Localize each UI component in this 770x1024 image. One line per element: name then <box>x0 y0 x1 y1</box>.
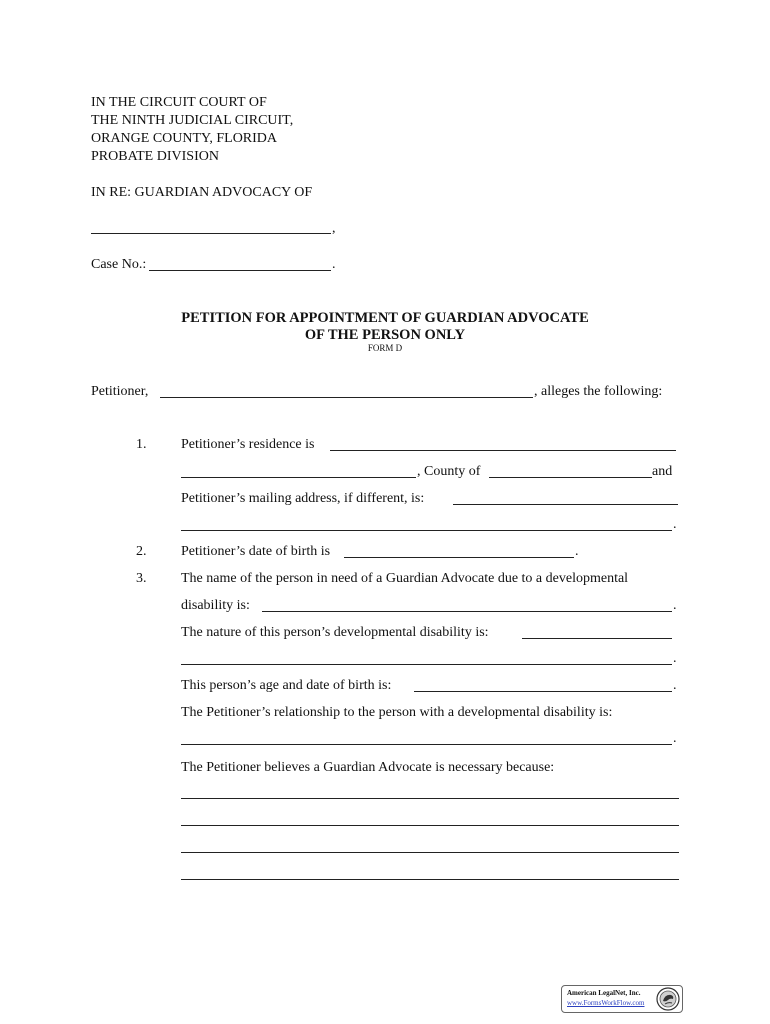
age-dob-blank[interactable] <box>414 691 672 692</box>
age-dob-period: . <box>673 678 677 693</box>
person-name-blank[interactable] <box>262 611 672 612</box>
and-label: and <box>652 464 673 479</box>
residence-label: Petitioner’s residence is <box>181 437 315 452</box>
form-label: FORM D <box>367 343 403 353</box>
dob-label: Petitioner’s date of birth is <box>181 544 331 559</box>
residence-blank[interactable] <box>330 450 676 451</box>
relationship-blank[interactable] <box>181 744 672 745</box>
in-re-heading: IN RE: GUARDIAN ADVOCACY OF <box>91 185 313 200</box>
disability-is-label: disability is: <box>181 598 250 613</box>
reason-blank-2[interactable] <box>181 825 679 826</box>
court-name-line: IN THE CIRCUIT COURT OF <box>91 95 267 110</box>
circuit-line: THE NINTH JUDICIAL CIRCUIT, <box>91 113 294 128</box>
case-number-blank[interactable] <box>149 270 331 271</box>
ward-name-blank[interactable] <box>91 233 331 234</box>
reason-label: The Petitioner believes a Guardian Advocate is necessary because: <box>181 760 555 775</box>
residence-blank-2[interactable] <box>181 477 416 478</box>
nature-label: The nature of this person’s developmental disability is: <box>181 625 489 640</box>
page-subtitle: OF THE PERSON ONLY <box>304 327 466 343</box>
reason-blank-3[interactable] <box>181 852 679 853</box>
reason-blank-1[interactable] <box>181 798 679 799</box>
county-label: , County of <box>417 464 481 479</box>
mailing-address-blank-2[interactable] <box>181 530 672 531</box>
nature-blank-2[interactable] <box>181 664 672 665</box>
division-line: PROBATE DIVISION <box>91 149 219 164</box>
mailing-address-label: Petitioner’s mailing address, if different, is: <box>181 491 425 506</box>
relationship-period: . <box>673 731 677 746</box>
mailing-period: . <box>673 517 677 532</box>
relationship-label: The Petitioner’s relationship to the person with a developmental disability is: <box>181 705 613 720</box>
reason-blank-4[interactable] <box>181 879 679 880</box>
ward-name-comma: , <box>332 221 336 236</box>
petitioner-suffix: , alleges the following: <box>534 384 663 399</box>
nature-period: . <box>673 651 677 666</box>
publisher-logo-icon <box>656 987 680 1011</box>
case-number-label: Case No.: <box>91 257 147 272</box>
mailing-address-blank[interactable] <box>453 504 678 505</box>
petitioner-label: Petitioner, <box>91 384 149 399</box>
person-name-period: . <box>673 598 677 613</box>
age-dob-label: This person’s age and date of birth is: <box>181 678 392 693</box>
nature-blank[interactable] <box>522 638 672 639</box>
page-title: PETITION FOR APPOINTMENT OF GUARDIAN ADVOCATE <box>181 310 589 326</box>
publisher-name: American LegalNet, Inc. <box>567 989 641 997</box>
petitioner-name-blank[interactable] <box>160 397 533 398</box>
publisher-badge <box>561 985 683 1013</box>
dob-blank[interactable] <box>344 557 574 558</box>
publisher-url[interactable]: www.FormsWorkFlow.com <box>567 999 645 1007</box>
case-number-period: . <box>332 257 336 272</box>
person-name-label: The name of the person in need of a Guardian Advocate due to a developmental <box>181 571 629 586</box>
dob-period: . <box>575 544 579 559</box>
county-line: ORANGE COUNTY, FLORIDA <box>91 131 278 146</box>
item-number-1: 1. <box>136 437 147 452</box>
item-number-2: 2. <box>136 544 147 559</box>
item-number-3: 3. <box>136 571 147 586</box>
county-blank[interactable] <box>489 477 652 478</box>
